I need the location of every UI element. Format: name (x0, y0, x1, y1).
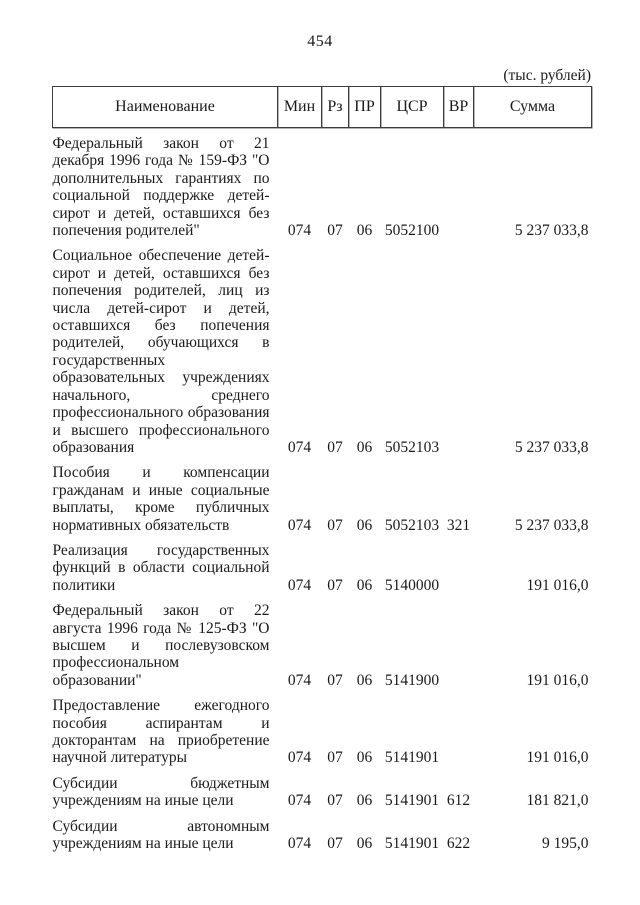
cell-min: 074 (287, 576, 312, 594)
cell-name: Субсидии автономным учреждениям на иные цели (52, 817, 270, 853)
cell-sum: 181 821,0 (526, 792, 589, 810)
cell-csr: 5141901 (384, 835, 440, 853)
cell-csr: 5052103 (384, 516, 440, 534)
cell-name: Субсидии бюджетным учреждениям на иные цели (52, 774, 270, 810)
cell-pr: 06 (356, 671, 373, 689)
table-row (53, 240, 592, 457)
cell-vr (444, 240, 474, 457)
cell-min: 074 (287, 438, 312, 456)
cell-pr: 06 (356, 438, 373, 456)
cell-sum: 9 195,0 (542, 835, 589, 853)
table-row (53, 690, 592, 768)
column-header-name: Наименование (53, 87, 278, 128)
table-row (53, 128, 592, 241)
column-header-vr: ВР (444, 87, 474, 128)
table-row (53, 811, 592, 854)
cell-pr: 06 (356, 222, 373, 240)
cell-name: Федеральный закон от 22 августа 1996 года № 125-ФЗ "О высшем и послевузовском профессиональном образовании" (52, 602, 270, 689)
cell-pr: 06 (356, 792, 373, 810)
cell-vr (444, 535, 474, 595)
cell-rz: 07 (327, 792, 343, 810)
cell-rz: 07 (327, 671, 343, 689)
cell-name: Предоставление ежегодного пособия аспирантам и докторантам на приобретение научной литературы (52, 697, 270, 767)
cell-min: 074 (287, 792, 312, 810)
cell-sum: 191 016,0 (526, 749, 589, 767)
cell-sum: 191 016,0 (526, 671, 589, 689)
cell-pr: 06 (356, 749, 373, 767)
table-row (53, 768, 592, 811)
cell-csr: 5052100 (384, 222, 440, 240)
cell-pr: 06 (356, 516, 373, 534)
cell-pr: 06 (356, 835, 373, 853)
cell-sum: 5 237 033,8 (514, 516, 589, 534)
header-row (53, 87, 592, 128)
cell-pr: 06 (356, 576, 373, 594)
cell-sum: 5 237 033,8 (514, 222, 589, 240)
cell-vr (444, 128, 474, 241)
cell-rz: 07 (327, 749, 343, 767)
cell-name: Реализация государственных функций в области социальной политики (52, 541, 270, 594)
cell-vr (444, 595, 474, 690)
budget-table-header (53, 87, 592, 128)
cell-rz: 07 (327, 516, 343, 534)
cell-vr (444, 690, 474, 768)
cell-name: Пособия и компенсации гражданам и иные социальные выплаты, кроме публичных нормативных обязательств (52, 464, 270, 534)
cell-csr: 5141901 (384, 749, 440, 767)
cell-csr: 5052103 (384, 438, 440, 456)
cell-vr: 612 (446, 792, 471, 810)
cell-rz: 07 (327, 576, 343, 594)
cell-rz: 07 (327, 438, 343, 456)
budget-table-body (53, 128, 592, 854)
table-row (53, 595, 592, 690)
units-label: (тыс. рублей) (503, 67, 591, 84)
column-header-sum: Сумма (474, 87, 592, 128)
table-row (53, 535, 592, 595)
cell-min: 074 (287, 671, 312, 689)
cell-min: 074 (287, 835, 312, 853)
cell-vr: 622 (446, 835, 471, 853)
cell-min: 074 (287, 222, 312, 240)
page-number: 454 (307, 33, 333, 50)
cell-sum: 191 016,0 (526, 576, 589, 594)
table-row (53, 457, 592, 535)
column-header-csr: ЦСР (381, 87, 444, 128)
cell-name: Социальное обеспечение детей-сирот и детей, оставшихся без попечения родителей, лиц из числа детей-сирот и детей, оставшихся без попечения родителей, обучающихся в государственных образовательных учреждениях начального, среднего профессионального образования и высшего профессионального образования (52, 247, 270, 456)
cell-rz: 07 (327, 222, 343, 240)
cell-csr: 5141900 (384, 671, 440, 689)
cell-name: Федеральный закон от 21 декабря 1996 года № 159-ФЗ "О дополнительных гарантиях по социальной поддержке детей-сирот и детей, оставшихся без попечения родителей" (52, 135, 270, 240)
cell-rz: 07 (327, 835, 343, 853)
cell-min: 074 (287, 516, 312, 534)
cell-csr: 5141901 (384, 792, 440, 810)
page-content (52, 67, 591, 853)
column-header-rz: Рз (322, 87, 349, 128)
cell-sum: 5 237 033,8 (514, 438, 589, 456)
column-header-pr: ПР (349, 87, 381, 128)
cell-vr: 321 (446, 516, 471, 534)
budget-table (52, 86, 592, 853)
column-header-min: Мин (278, 87, 322, 128)
cell-csr: 5140000 (384, 576, 440, 594)
cell-min: 074 (287, 749, 312, 767)
